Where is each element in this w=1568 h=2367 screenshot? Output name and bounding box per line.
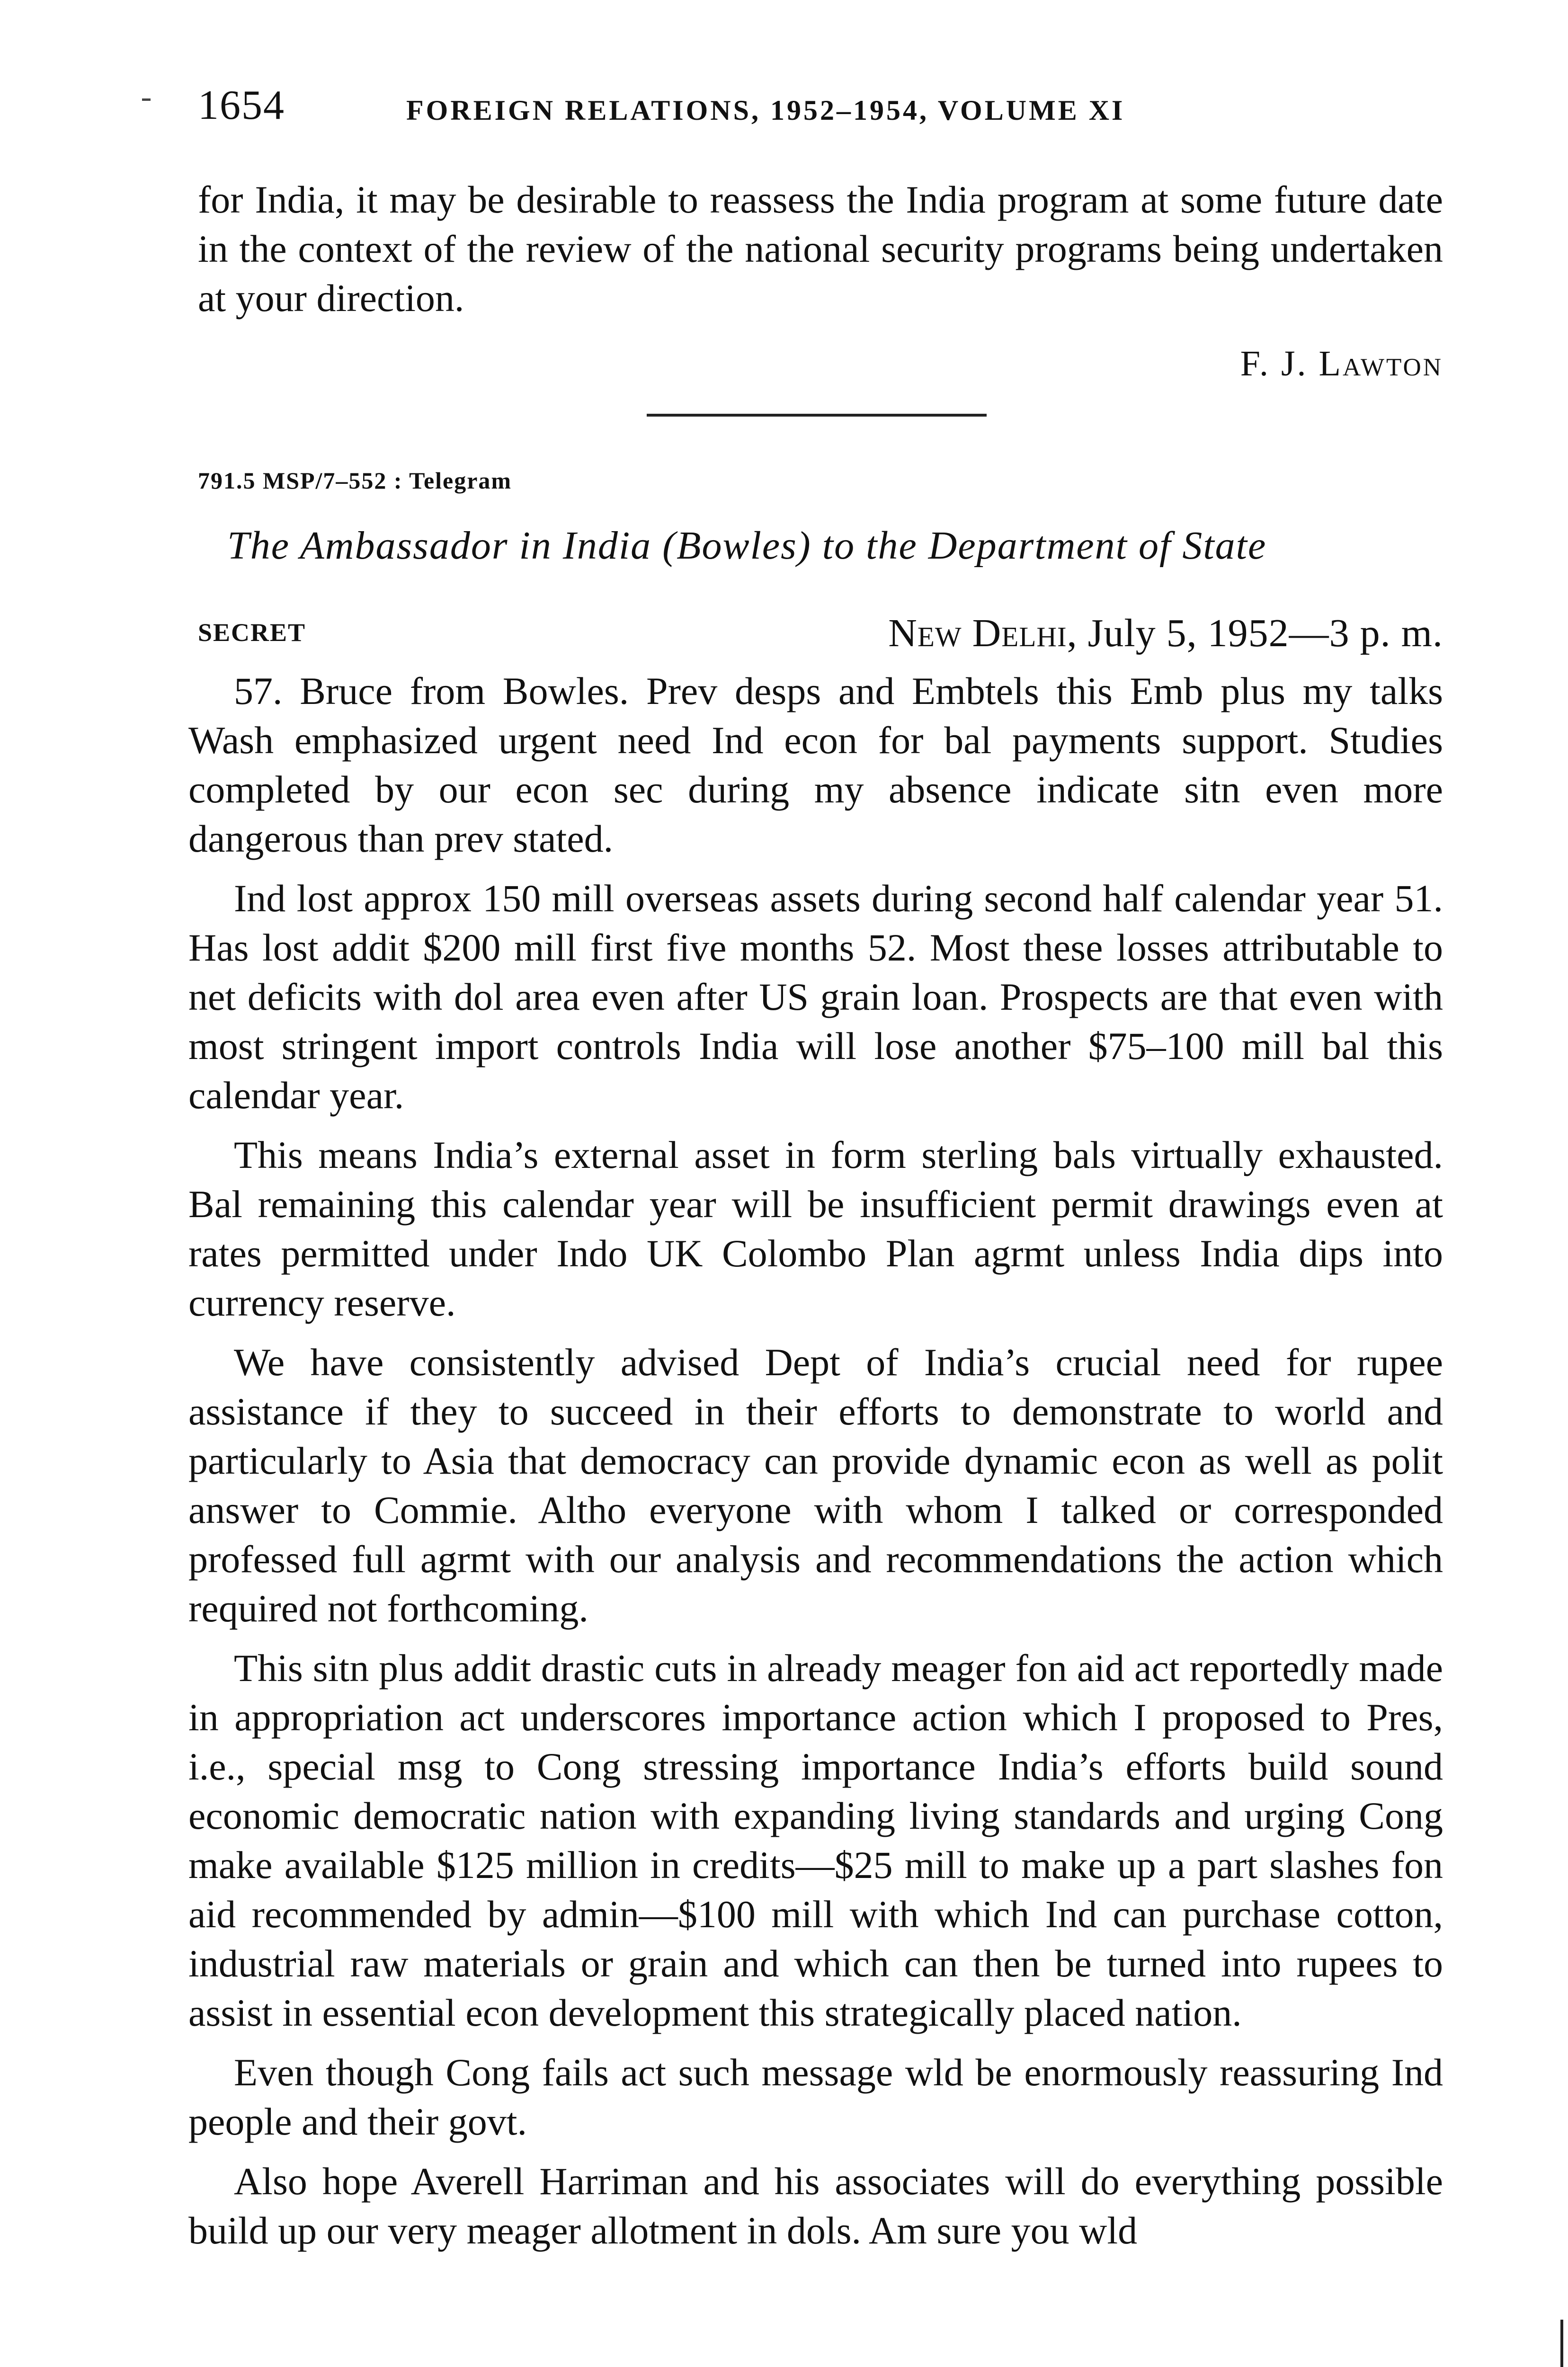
paragraph: This sitn plus addit drastic cuts in already meager fon aid act reportedly made in appropriation act underscores importance action which I proposed to Pres, i.e., special msg to Cong stressing importance India’s efforts build sound economic democratic nation with expanding living standards and urging Cong make available $125 million in credits—$25 mill to make up a part slashes fon aid recommended by admin—$100 mill with which Ind can purchase cotton, industrial raw materials or grain and which can then be turned into rupees to assist in essential econ development this strategically placed nation. (188, 1646, 1443, 2034)
dateline-date: , July 5, 1952—3 p. m. (1067, 611, 1443, 655)
scan-edge-mark (1560, 2320, 1563, 2367)
running-header (198, 80, 1443, 132)
previous-document-ending (198, 175, 1443, 323)
paragraph: Even though Cong fails act such message wld be enormously reassuring Ind people and their govt. (188, 2051, 1443, 2143)
running-title: FOREIGN RELATIONS, 1952–1954, VOLUME XI (406, 95, 1125, 126)
paragraph: We have consistently advised Dept of India’s crucial need for rupee assistance if they to succeed in their efforts to demonstrate to world and particularly to Asia that democracy can provide dynamic econ as well as polit answer to Commie. Altho everyone with whom I talked or corresponded professed full agrmt with our analysis and recommendations the action which required not forthcoming. (188, 1341, 1443, 1630)
signature-surname: awton (1342, 344, 1443, 383)
page-number: 1654 (198, 82, 285, 128)
document-reference: 791.5 MSP/7–552 : Telegram (198, 467, 512, 494)
scan-mark (142, 98, 151, 101)
classification-label: SECRET (198, 618, 306, 647)
telegram-body (188, 667, 1443, 2266)
document-heading: The Ambassador in India (Bowles) to the Department of State (227, 524, 1267, 568)
dateline (888, 610, 1443, 657)
dateline-place: New Delhi (888, 611, 1067, 655)
section-divider (647, 414, 987, 417)
signature (1240, 340, 1443, 387)
paragraph: 57. Bruce from Bowles. Prev desps and Embtels this Emb plus my talks Wash emphasized urgent need Ind econ for bal payments support. Studies completed by our econ sec during my absence indicate sitn even more dangerous than prev stated. (188, 669, 1443, 860)
closing-paragraph: for India, it may be desirable to reassess the India program at some future date in the context of the review of the national security programs being undertaken at your direction. (198, 178, 1443, 320)
paragraph: Ind lost approx 150 mill overseas assets during second half calendar year 51. Has lost addit $200 mill first five months 52. Most these losses attributable to net deficits with dol area even after US grain loan. Prospects are that even with most stringent import controls India will lose another $75–100 mill bal this calendar year. (188, 877, 1443, 1117)
signature-initials: F. J. L (1240, 344, 1343, 383)
paragraph: This means India’s external asset in form sterling bals virtually exhausted. Bal remaining this calendar year will be insufficient permit drawings even at rates permitted under Indo UK Colombo Plan agrmt unless India dips into currency reserve. (188, 1133, 1443, 1324)
paragraph: Also hope Averell Harriman and his associates will do everything possible build up our very meager allotment in dols. Am sure you wld (188, 2160, 1443, 2252)
